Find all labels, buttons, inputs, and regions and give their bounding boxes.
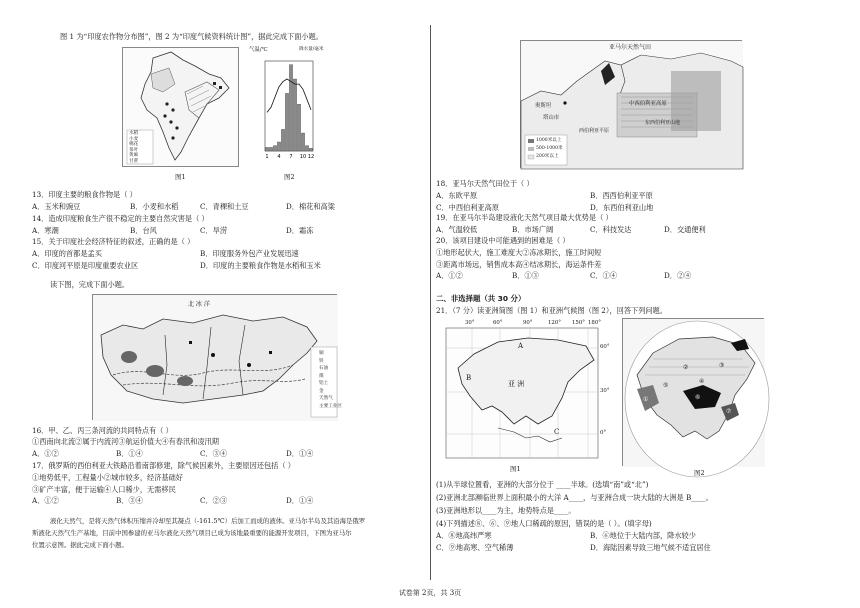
- q21-option-c[interactable]: C．⑨地高寒、空气稀薄: [436, 543, 514, 552]
- month-tick: 12: [307, 154, 315, 160]
- legend-sugarcane: 甘蔗: [129, 158, 139, 164]
- column-divider: [430, 25, 431, 580]
- climate-zone-1: ①: [643, 396, 649, 403]
- q21-part-1: (1)从半球位置看，亚洲的大部分位于 ____半球。(选填“南”或“北”): [436, 480, 649, 489]
- month-tick: 4: [277, 154, 281, 160]
- month-tick: 7: [289, 154, 293, 160]
- q21-stem: 21．（7 分）读亚洲简图（图 1）和亚洲气候图（图 2），回答下列问题。: [436, 306, 667, 315]
- q20-stem: 20．该项目建设中可能遇到的困难是（ ）: [436, 236, 570, 245]
- asia-label: 亚 洲: [508, 380, 525, 388]
- lat-0: 0°: [600, 430, 607, 436]
- climate-zone-2: ②: [683, 364, 689, 371]
- climate-chart-svg: [247, 55, 327, 167]
- q18-option-b[interactable]: B．西西伯利亚平原: [590, 191, 653, 200]
- q21-part-3: (3)亚洲地形以____为主，地势特点是____。: [436, 506, 576, 515]
- yamal-location-map: [520, 40, 742, 168]
- lat-30: 30°: [600, 388, 610, 394]
- q14-option-d[interactable]: D．霜冻: [286, 226, 314, 235]
- q16-statements: ①西南向北流②属于内流河③航运价值大④有春汛和凌汛期: [32, 437, 219, 446]
- q14-stem: 14．造成印度粮食生产很不稳定的主要自然灾害是（ ）: [32, 214, 209, 223]
- q16-option-c[interactable]: C．③④: [200, 449, 228, 458]
- lon-90: 90°: [523, 320, 533, 326]
- q14-option-c[interactable]: C．旱涝: [200, 226, 228, 235]
- lon-150: 150°: [572, 320, 585, 326]
- q18-option-a[interactable]: A．东欧平原: [436, 191, 478, 200]
- russia-resource-map: [92, 294, 342, 420]
- fig2-caption: 图2: [284, 173, 295, 181]
- precip-bar: [309, 148, 312, 151]
- precip-axis-label: 降水量/毫米: [299, 47, 324, 52]
- q16-option-b[interactable]: B．①④: [116, 449, 143, 458]
- q20-statements-2: ③距离市场远，销售成本高④结冰期长，海运条件差: [436, 260, 602, 269]
- label-ostan: 奥斯坦: [535, 103, 552, 109]
- temperature-line: [267, 79, 311, 112]
- q15-option-c[interactable]: C．印度河平原是印度重要农业区: [32, 261, 139, 270]
- precip-bar: [277, 142, 280, 151]
- section-2-heading: 二、非选择题（共 30 分）: [436, 294, 526, 303]
- precip-bar: [285, 93, 288, 151]
- q20-option-d[interactable]: D．②④: [664, 271, 692, 280]
- letter-c: C: [554, 428, 560, 436]
- legend-gas: 天然气: [319, 396, 333, 401]
- precip-bar: [293, 79, 296, 151]
- india-crop-map: [122, 47, 239, 167]
- legend-rice: 水稻: [129, 131, 139, 136]
- intro-india: 图 1 为“印度农作物分布图”，图 2 为“印度气候资料统计图”，据此完成下面小题。: [60, 32, 323, 41]
- q16-option-a[interactable]: A．①②: [32, 449, 59, 458]
- asia-sketch-map: [438, 320, 608, 465]
- q15-option-b[interactable]: B．印度服务外包产业发展迅速: [200, 249, 299, 258]
- india-map-legend: [129, 131, 138, 164]
- q15-stem: 15．关于印度社会经济特征的叙述，正确的是（ ）: [32, 237, 195, 246]
- legend-bauxite: 铝土: [319, 381, 329, 386]
- lat-60: 60°: [600, 344, 610, 350]
- lon-180: 180°: [588, 320, 601, 326]
- q14-option-b[interactable]: B．台风: [130, 226, 157, 235]
- page-footer: 试卷第 2页，共 3页: [398, 589, 462, 597]
- intro-lng-2: 斯液化天然气生产基地，目前中国参建的亚马尔液化天然气项目已成为该地最重要的能源开发项目，下图为亚马尔: [32, 529, 352, 537]
- q20-statements-1: ①地形起伏大，施工难度大②冻冰期长，施工时间短: [436, 248, 602, 257]
- q21-option-a[interactable]: A．⑧地高纬严寒: [436, 531, 492, 540]
- precip-bar: [301, 133, 304, 151]
- q19-option-a[interactable]: A．气温较低: [436, 225, 478, 234]
- q14-option-a[interactable]: A．寒潮: [32, 226, 59, 235]
- india-map-drawing: [123, 48, 240, 168]
- legend-500-1000m: 500-1000米: [536, 146, 563, 151]
- precip-bar: [289, 65, 292, 151]
- q21-part-4: (4)下列描述⑧、⑥、⑨地人口稀疏的原因，错误的是（ ）。(填字母): [436, 519, 652, 528]
- q19-option-c[interactable]: C．科技发达: [590, 225, 632, 234]
- q17-option-b[interactable]: B．③④: [116, 496, 143, 505]
- q20-option-c[interactable]: C．①④: [590, 271, 618, 280]
- climate-zone-4: ④: [699, 378, 705, 385]
- q15-option-d[interactable]: D．印度的主要粮食作物是水稻和玉米: [200, 261, 321, 270]
- q17-option-c[interactable]: C．②③: [200, 496, 228, 505]
- legend-wheat: 小麦: [129, 136, 139, 142]
- asia-climate-drawing: [623, 319, 765, 467]
- q20-option-a[interactable]: A．①②: [436, 271, 463, 280]
- q18-option-c[interactable]: C．中西伯利亚高原: [436, 203, 500, 212]
- legend-oil: 石油: [319, 366, 329, 371]
- label-west-siberian-plain: 西伯利亚平原: [579, 128, 610, 134]
- q13-stem: 13．印度主要的粮食作物是（ ）: [32, 190, 137, 199]
- intro-russia: 读下图，完成下面小题。: [50, 280, 130, 289]
- letter-a: A: [518, 342, 524, 350]
- plot-frame: [265, 61, 313, 151]
- yamal-gasfield-label: 亚马尔天然气田: [609, 44, 652, 51]
- precip-bar: [269, 147, 272, 151]
- lon-120: 120°: [548, 320, 561, 326]
- intro-lng-3: 位置示意图。据此完成下面小题。: [32, 541, 128, 549]
- q19-option-d[interactable]: D．交通便利: [664, 225, 706, 234]
- q15-option-a[interactable]: A．印度的首都是孟买: [32, 249, 102, 258]
- precip-bar: [281, 129, 284, 151]
- q20-option-b[interactable]: B．①③: [512, 271, 539, 280]
- q13-option-a[interactable]: A．玉米和豌豆: [32, 202, 81, 211]
- asia-climate-map: [622, 318, 764, 466]
- q19-option-b[interactable]: B．市场广阔: [512, 225, 554, 234]
- q21-option-b[interactable]: B．⑥地位于大陆内部，降水较少: [590, 531, 696, 540]
- yamal-map-legend: [536, 137, 563, 161]
- precip-bar: [305, 146, 308, 151]
- letter-b: B: [466, 374, 472, 382]
- lon-30: 30°: [465, 320, 475, 326]
- legend-copper: 铜: [319, 351, 324, 356]
- climate-zone-7: ⑦: [726, 408, 732, 415]
- q17-statements-2: ③矿产丰富，便于运输④人口稀少，无需移民: [32, 485, 176, 494]
- russia-map-legend: [319, 350, 342, 410]
- russia-map-drawing: [93, 295, 338, 421]
- legend-coal: 煤: [319, 373, 324, 379]
- q21-option-d[interactable]: D．海陆因素导致三地气候不适宜居住: [590, 543, 711, 552]
- legend-jute: 黄麻: [129, 153, 139, 158]
- legend-tea: 茶叶: [129, 147, 139, 153]
- q19-stem: 19．在亚马尔半岛建设液化天然气项目最大优势是（ ）: [436, 213, 613, 222]
- month-tick: 10: [299, 154, 307, 160]
- climate-zone-3: ③: [719, 362, 725, 369]
- q13-option-d[interactable]: D．棉花和高粱: [286, 202, 335, 211]
- asia-fig1-caption: 图1: [510, 465, 521, 473]
- legend-200m: 200米以上: [536, 154, 559, 159]
- legend-cotton: 棉花: [129, 142, 139, 147]
- q17-option-d[interactable]: D．①④: [286, 496, 314, 505]
- india-climate-chart: [247, 47, 327, 169]
- precip-bar: [265, 147, 268, 151]
- lon-60: 60°: [493, 320, 503, 326]
- precip-bar: [297, 104, 300, 151]
- legend-gold: 金: [319, 388, 324, 394]
- q17-statements-1: ①地势低平，工程量小②城市较多，经济基础好: [32, 473, 183, 482]
- q16-option-d[interactable]: D．①④: [286, 449, 314, 458]
- climate-zone-6: ⑥: [695, 394, 701, 401]
- fig1-caption: 图1: [175, 173, 186, 181]
- label-east-siberian-mountains: 东西伯利亚山地: [645, 120, 681, 126]
- precip-bar: [273, 146, 276, 151]
- label-central-siberian-plateau: 中西伯利亚高原: [629, 101, 667, 107]
- climate-zone-5: ⑤: [663, 382, 669, 389]
- q13-option-c[interactable]: C．青稞和土豆: [200, 202, 249, 211]
- intro-lng-1: 液化天然气，是将天然气体积压缩并冷却至其凝点（-161.5℃）后加工而成的液体。亚马尔半岛及其沿海是俄罗: [50, 517, 366, 525]
- legend-1000m: 1000米以上: [536, 138, 562, 143]
- q13-option-b[interactable]: B．小麦和水稻: [130, 202, 179, 211]
- arctic-ocean-label: 北 冰 洋: [188, 301, 210, 308]
- q16-stem: 16．甲、乙、丙三条河流的共同特点有（ ）: [32, 426, 173, 435]
- q18-option-d[interactable]: D．东西伯利亚山地: [590, 203, 654, 212]
- asia-fig2-caption: 图2: [694, 469, 705, 477]
- q17-option-a[interactable]: A．①②: [32, 496, 59, 505]
- q21-part-2: (2)亚洲北部濒临世界上面积最小的大洋 A____，与亚洲合成一块大陆的大洲是 B____。: [436, 493, 713, 502]
- temp-axis-label: 气温/℃: [249, 47, 268, 53]
- legend-iron: 铁: [319, 358, 324, 364]
- legend-industrial: 主要工业区: [319, 403, 342, 409]
- q18-stem: 18．亚马尔天然气田位于（ ）: [436, 179, 534, 188]
- label-tashan: 塔山市: [543, 115, 560, 121]
- q17-stem: 17．俄罗斯的西伯利亚大铁路沿着南部修建，除气候因素外，主要原因还包括（ ）: [32, 461, 295, 470]
- month-tick: 1: [265, 154, 269, 160]
